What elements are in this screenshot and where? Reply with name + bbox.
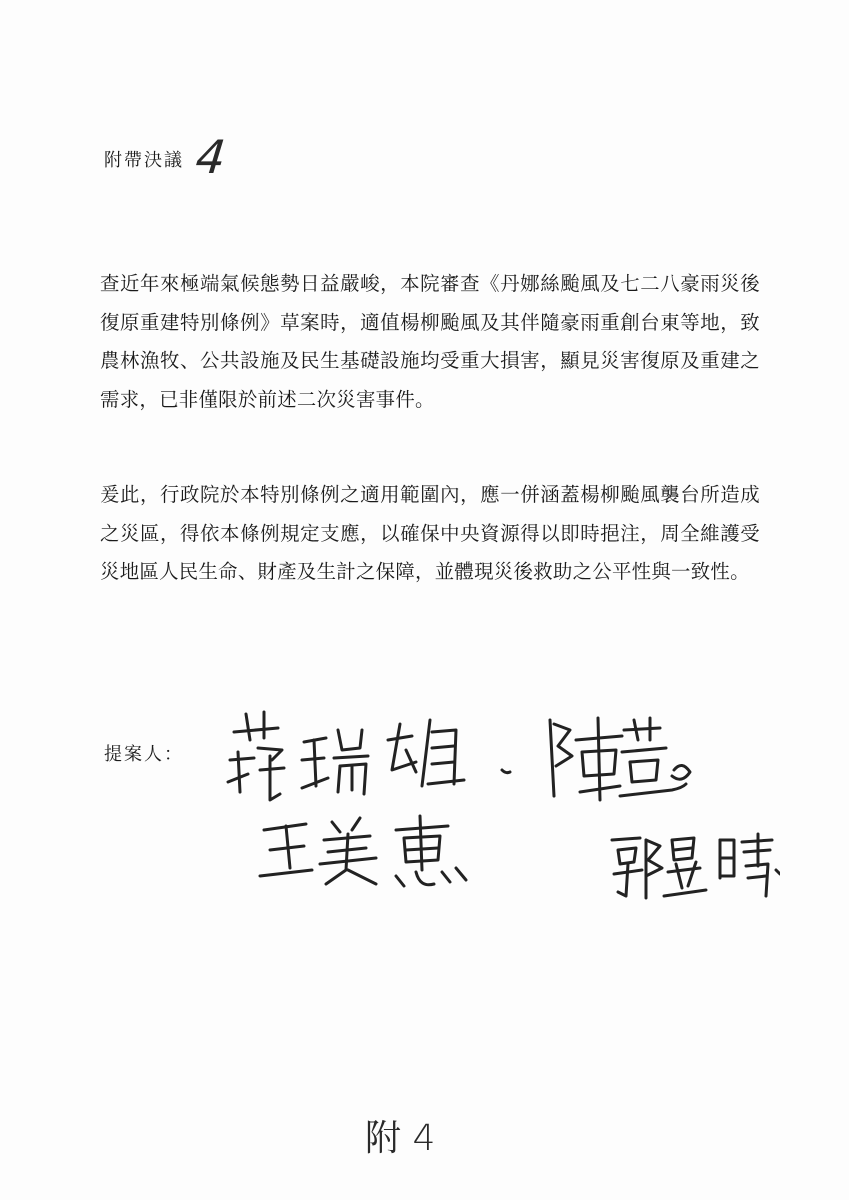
paragraph-1: 查近年來極端氣候態勢日益嚴峻，本院審查《丹娜絲颱風及七二八豪雨災後復原重建特別條例》草案時，適值楊柳颱風及其伴隨豪雨重創台東等地，致農林漁牧、公共設施及民生基礎設施均受重大損害，顯見災害復原及重建之需求，已非僅限於前述二次災害事件。: [100, 272, 760, 412]
signature-2: [302, 730, 368, 794]
signature-3: [388, 720, 464, 786]
signature-1: [228, 712, 284, 800]
resolution-heading: 附帶決議: [104, 150, 184, 171]
signature-6: [612, 834, 780, 898]
attachment-mark: 附 4: [365, 1118, 436, 1159]
paragraph-2: 爰此，行政院於本特別條例之適用範圍內，應一併涵蓋楊柳颱風襲台所造成之災區，得依本條例規定支應，以確保中央資源得以即時挹注，周全維護受災地區人民生命、財產及生計之保障，並體現災後救助之公平性與一致性。: [100, 483, 760, 584]
signature-5: [260, 816, 466, 886]
handwritten-signatures: [220, 700, 780, 910]
resolution-number: 4: [193, 130, 229, 184]
signature-4: [550, 718, 690, 800]
proposer-label: 提案人：: [104, 744, 184, 765]
